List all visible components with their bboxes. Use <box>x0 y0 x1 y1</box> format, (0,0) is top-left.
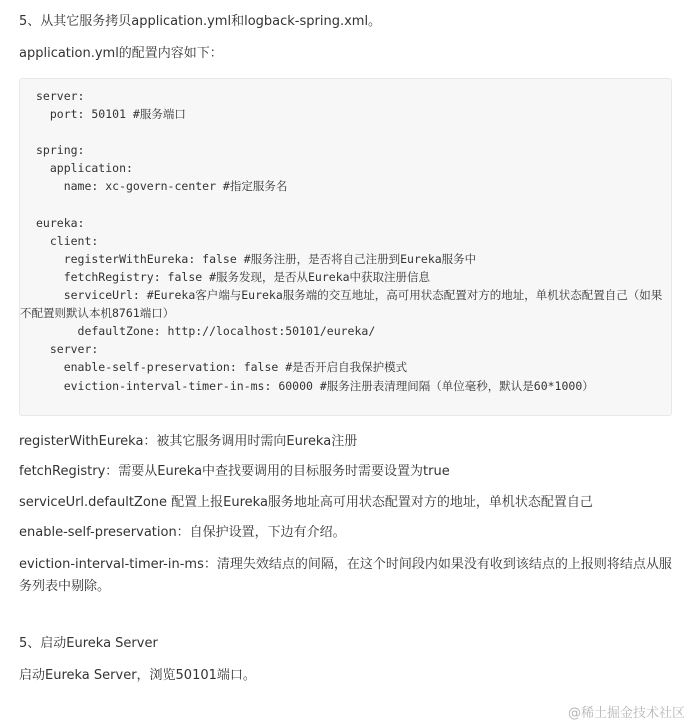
note-register: registerWithEureka：被其它服务调用时需向Eureka注册 <box>19 434 358 449</box>
config-intro: application.yml的配置内容如下： <box>19 46 223 61</box>
note-self-preservation: enable-self-preservation：自保护设置，下边有介绍。 <box>19 525 346 540</box>
code-line: registerWithEureka: false #服务注册，是否将自己注册到Eureka服务中 <box>36 251 477 266</box>
code-line: eviction-interval-timer-in-ms: 60000 #服务注册表清理间隔（单位毫秒，默认是60*1000） <box>36 378 594 393</box>
note-eviction: eviction-interval-timer-in-ms：清理失效结点的间隔，在这个时间段内如果没有收到该结点的上报则将结点从服务列表中剔除。 <box>19 557 672 594</box>
note-service-url: serviceUrl.defaultZone 配置上报Eureka服务地址高可用状态配置对方的地址，单机状态配置自己 <box>19 495 593 510</box>
code-line: 不配置则默认本机8761端口） <box>20 306 175 321</box>
code-line: server: <box>36 89 85 103</box>
code-line: defaultZone: http://localhost:50101/eureka/ <box>36 324 376 339</box>
code-block <box>19 78 672 416</box>
code-line <box>36 196 671 214</box>
start-heading: 5、启动Eureka Server <box>19 636 158 651</box>
site-watermark: @稀土掘金技术社区 <box>567 706 685 721</box>
code-line: enable-self-preservation: false #是否开启自我保护模式 <box>36 360 408 375</box>
code-line: fetchRegistry: false #服务发现，是否从Eureka中获取注册信息 <box>36 269 431 284</box>
code-line: server: <box>36 342 99 357</box>
code-line: port: 50101 #服务端口 <box>36 107 186 122</box>
code-line: application: <box>36 161 133 176</box>
code-line: client: <box>36 233 99 248</box>
code-line: spring: <box>36 143 85 158</box>
step-heading: 5、从其它服务拷贝application.yml和logback-spring.xml。 <box>19 14 382 29</box>
code-line: eureka: <box>36 215 85 230</box>
start-text: 启动Eureka Server，浏览50101端口。 <box>19 668 256 683</box>
note-fetch: fetchRegistry：需要从Eureka中查找要调用的目标服务时需要设置为true <box>19 464 450 479</box>
code-line <box>36 123 671 141</box>
code-line: serviceUrl: #Eureka客户端与Eureka服务端的交互地址，高可用状态配置对方的地址，单机状态配置自己（如果 <box>36 288 663 303</box>
code-line: name: xc-govern-center #指定服务名 <box>36 179 288 194</box>
